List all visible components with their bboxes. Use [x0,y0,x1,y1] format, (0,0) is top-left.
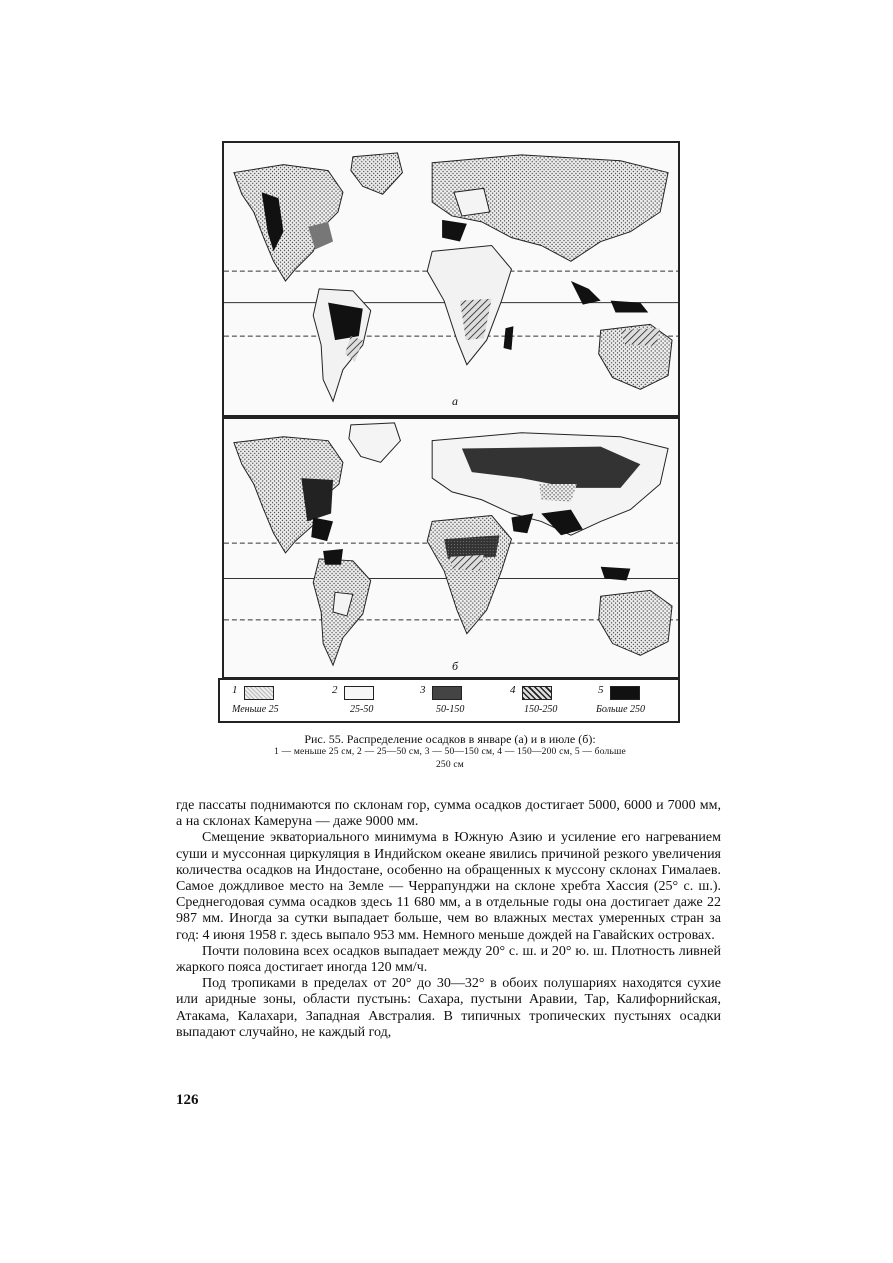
legend-item-4 [510,684,596,720]
legend-item-5 [598,684,684,720]
legend-range: Меньше 25 [232,704,279,715]
legend-num: 2 [332,684,338,696]
legend-range: Больше 250 [596,704,646,715]
legend-swatch-dotted [244,686,274,700]
figure-caption [200,733,700,772]
legend-range: 50-150 [436,704,465,715]
paragraph: Смещение экваториального минимума в Южную Азию и усиление его нагреванием суши и муссонная циркуляция в Индийском океане явились причиной резкого увеличения количества осадков на Индостане, особенно на обращенных к муссону склонах Гималаев. Самое дождливое место на Земле — Черрапунджи на склоне хребта Хассия (25° с. ш.). Среднегодовая сумма осадков здесь 11 680 мм, а в отдельные годы она достигает даже 22 987 мм. Иногда за сутки выпадает больше, чем во влажных местах умеренных стран за год: 4 июня 1958 г. здесь выпало 953 мм. Немного меньше дождей на Гавайских островах. [176,830,721,943]
caption-legend-line: 1 — меньше 25 см, 2 — 25—50 см, 3 — 50—150 см, 4 — 150—200 см, 5 — больше [274,747,626,757]
paragraph: где пассаты поднимаются по склонам гор, сумма осадков достигает 5000, 6000 и 7000 мм, а на склонах Камеруна — даже 9000 мм. [176,798,721,830]
legend-swatch-dark [432,686,462,700]
caption-title: Рис. 55. Распределение осадков в январе (а) и в июле (б): [304,732,596,746]
paragraph: Под тропиками в пределах от 20° до 30—32° в обоих полушариях находятся сухие или аридные зоны, области пустынь: Сахара, пустыни Аравии, Тар, Калифорнийская, Атакама, Калахари, Западная Австралия. В типичных тропических пустынях осадки выпадают случайно, не каждый год, [176,976,721,1040]
legend-num: 3 [420,684,426,696]
legend-item-2 [332,684,418,720]
legend-num: 1 [232,684,238,696]
legend-item-1 [232,684,318,720]
legend-range: 25-50 [350,704,374,715]
legend-num: 5 [598,684,604,696]
body-text [176,798,721,1041]
paragraph: Почти половина всех осадков выпадает между 20° с. ш. и 20° ю. ш. Плотность ливней жаркого пояса достигает иногда 120 мм/ч. [176,943,721,976]
legend-num: 4 [510,684,516,696]
legend-item-3 [420,684,506,720]
precipitation-figure [218,141,680,723]
panel-b-letter: б [452,659,459,673]
caption-legend-line-end: 250 см [435,760,465,770]
panel-a-letter: а [452,394,458,408]
legend-swatch-black [610,686,640,700]
july-map [222,417,680,679]
legend-swatch-hatched [522,686,552,700]
page-number: 126 [176,1092,199,1108]
legend-swatch-light [344,686,374,700]
map-legend [218,678,680,723]
january-map [222,141,680,417]
legend-range: 150-250 [524,704,558,715]
